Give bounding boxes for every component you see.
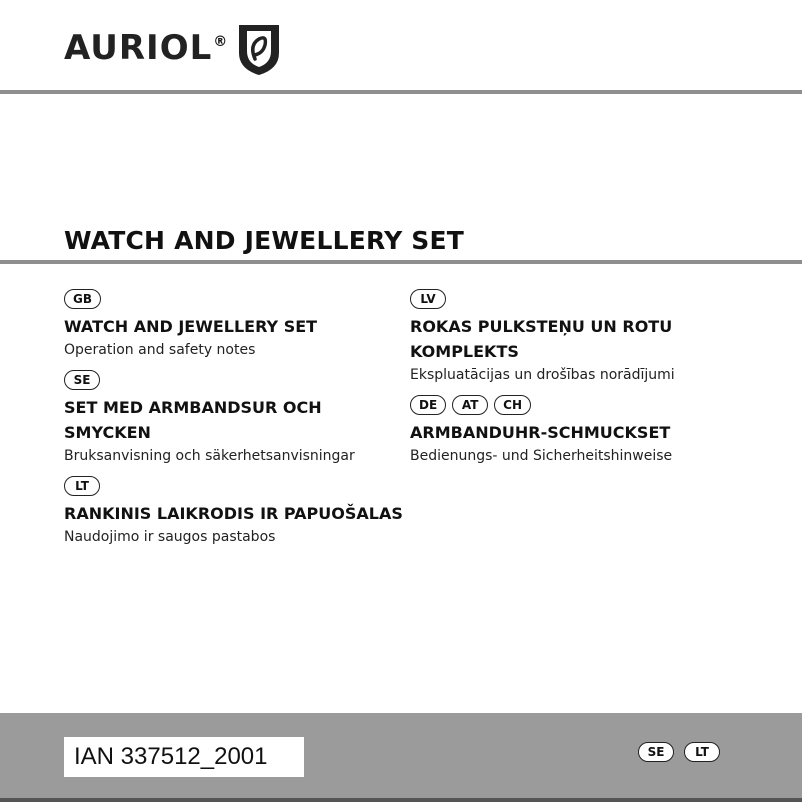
- document-title: WATCH AND JEWELLERY SET: [64, 226, 465, 255]
- entry-heading: ARMBANDUHR-SCHMUCKSET: [410, 423, 671, 442]
- brand-logo: [64, 18, 285, 78]
- footer-band: [0, 713, 802, 802]
- brand-name: AURIOL: [64, 28, 213, 68]
- language-entry-lv: [410, 286, 750, 386]
- right-column: [410, 286, 750, 473]
- country-badge-lv: LV: [410, 289, 446, 309]
- country-badge-lt: LT: [64, 476, 100, 496]
- title-divider: [0, 260, 802, 264]
- country-badge-se: SE: [638, 742, 674, 762]
- country-badge-at: AT: [452, 395, 488, 415]
- entry-heading: WATCH AND JEWELLERY SET: [64, 317, 318, 336]
- registered-mark: ®: [213, 34, 228, 50]
- language-entry-se: [64, 367, 404, 467]
- country-badge-se: SE: [64, 370, 100, 390]
- entry-subheading: Operation and safety notes: [64, 342, 256, 358]
- country-badge-ch: CH: [494, 395, 531, 415]
- language-entry-lt: [64, 473, 404, 548]
- country-badge-lt: LT: [684, 742, 720, 762]
- entry-subheading: Bruksanvisning och säkerhetsanvisningar: [64, 448, 355, 464]
- language-entry-gb: [64, 286, 404, 361]
- entry-heading: SET MED ARMBANDSUR OCH SMYCKEN: [64, 398, 322, 442]
- entry-subheading: Bedienungs- und Sicherheitshinweise: [410, 448, 673, 464]
- ian-number: IAN 337512_2001: [64, 737, 304, 777]
- left-column: [64, 286, 404, 554]
- entry-subheading: Ekspluatācijas un drošības norādījumi: [410, 367, 675, 383]
- bottom-divider: [0, 798, 802, 802]
- auriol-shield-logo-icon: [233, 19, 285, 77]
- entry-heading: ROKAS PULKSTEŅU UN ROTU KOMPLEKTS: [410, 317, 673, 361]
- footer-country-badges: [638, 742, 720, 762]
- language-entry-de-at-ch: [410, 392, 750, 467]
- country-badge-de: DE: [410, 395, 446, 415]
- entry-subheading: Naudojimo ir saugos pastabos: [64, 529, 276, 545]
- entry-heading: RANKINIS LAIKRODIS IR PAPUOŠALAS: [64, 504, 403, 523]
- country-badge-gb: GB: [64, 289, 101, 309]
- top-divider: [0, 90, 802, 94]
